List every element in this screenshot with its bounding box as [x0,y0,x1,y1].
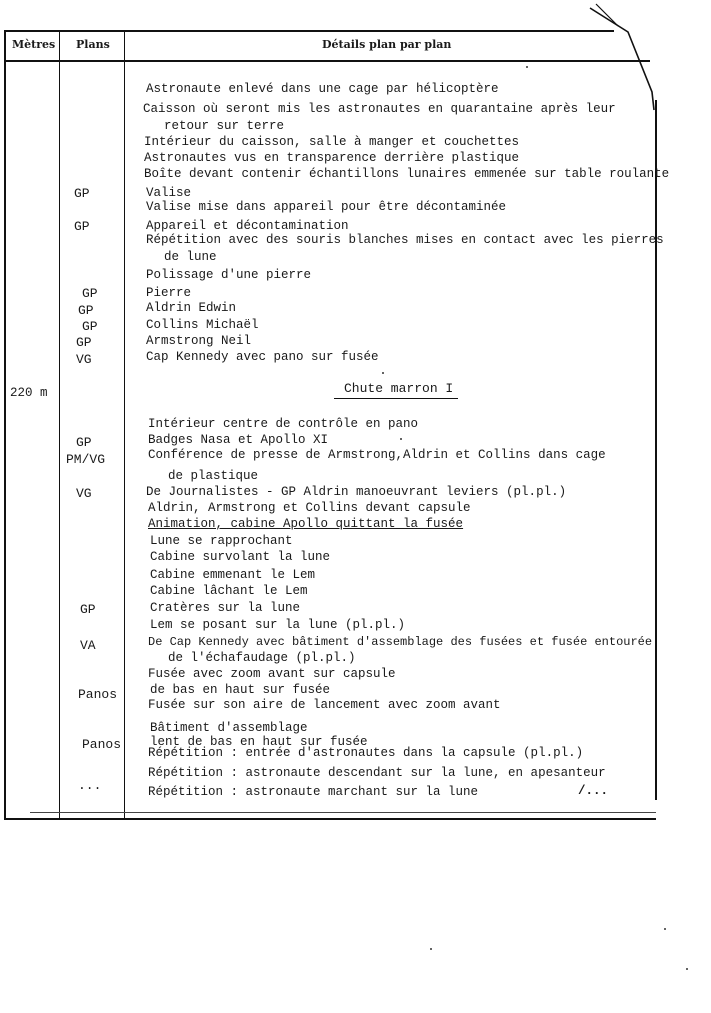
end-mark: /... [578,784,609,798]
detail-line: Badges Nasa et Apollo XI [148,433,329,447]
detail-line: Appareil et décontamination [146,219,349,233]
detail-line: Répétition avec des souris blanches mises en contact avec les pierres [146,233,664,247]
detail-line: Cabine emmenant le Lem [150,568,316,582]
scan-speck [526,66,528,68]
detail-line: Collins Michaël [146,318,259,332]
detail-line: Bâtiment d'assemblage [150,721,308,735]
plan-cell: GP [74,219,90,234]
plan-cell: GP [76,335,92,350]
plan-cell: GP [78,303,94,318]
plan-cell: VG [76,486,92,501]
plan-cell: Panos [78,687,118,702]
detail-line: Boîte devant contenir échantillons lunaires emmenée sur table roulante [144,167,670,181]
detail-line: Animation, cabine Apollo quittant la fusée [148,517,464,531]
detail-line: de lune [164,250,217,264]
detail-line: Caisson où seront mis les astronautes en quarantaine après leur [143,102,616,116]
detail-line: Répétition : astronaute marchant sur la lune [148,785,479,799]
detail-line: Polissage d'une pierre [146,268,312,282]
detail-line: Répétition : entrée d'astronautes dans la capsule (pl.pl.) [148,746,584,760]
detail-line: Intérieur centre de contrôle en pano [148,417,419,431]
detail-line: Cabine survolant la lune [150,550,331,564]
detail-line: de l'échafaudage (pl.pl.) [168,651,356,665]
plan-cell: VA [80,638,96,653]
col-divider-meters [59,30,60,818]
detail-line: Fusée sur son aire de lancement avec zoom avant [148,698,501,712]
detail-line: Répétition : astronaute descendant sur la lune, en apesanteur [148,766,606,780]
header-bottom-rule [4,60,650,62]
detail-line: Aldrin Edwin [146,301,237,315]
table-bottom-rule-2 [30,812,656,813]
page-corner-fold [588,2,658,112]
detail-line: Intérieur du caisson, salle à manger et couchettes [144,135,520,149]
plan-cell: GP [82,319,98,334]
detail-line: Valise mise dans appareil pour être décontaminée [146,200,507,214]
detail-line: lent de bas en haut sur fusée [150,735,368,749]
meter-mark: 220 m [10,386,48,400]
detail-line: Armstrong Neil [146,334,252,348]
detail-line: Pierre [146,286,192,300]
detail-line: de plastique [168,469,259,483]
detail-line: Valise [146,186,192,200]
section-title: Chute marron I [344,381,454,396]
plan-cell: GP [82,286,98,301]
detail-line: Fusée avec zoom avant sur capsule [148,667,396,681]
detail-line: Astronautes vus en transparence derrière plastique [144,151,520,165]
detail-line: Aldrin, Armstrong et Collins devant capsule [148,501,471,515]
detail-line: de bas en haut sur fusée [150,683,331,697]
plan-cell: GP [76,435,92,450]
header-meters: Mètres [12,38,56,51]
scan-speck [400,438,402,440]
detail-line: Conférence de presse de Armstrong,Aldrin et Collins dans cage [148,448,606,462]
col-divider-plans [124,30,125,818]
left-border [4,30,6,820]
scan-speck [430,948,432,950]
detail-line: retour sur terre [164,119,285,133]
scan-speck [686,968,688,970]
header-plans: Plans [76,38,110,51]
section-title-rule [334,398,458,399]
scan-speck [664,928,666,930]
detail-line: De Cap Kennedy avec bâtiment d'assemblage des fusées et fusée entourée [148,635,653,649]
header-details: Détails plan par plan [322,38,452,51]
detail-line: Lune se rapprochant [150,534,293,548]
detail-line: Lem se posant sur la lune (pl.pl.) [150,618,406,632]
plan-cell: GP [74,186,90,201]
detail-line: Cabine lâchant le Lem [150,584,308,598]
right-border [655,100,657,800]
plan-cell: GP [80,602,96,617]
detail-line: Cratères sur la lune [150,601,301,615]
table-bottom-rule [4,818,656,820]
scan-speck [382,372,384,374]
plan-cell: ... [78,778,102,793]
detail-line: De Journalistes - GP Aldrin manoeuvrant leviers (pl.pl.) [146,485,567,499]
detail-line: Astronaute enlevé dans une cage par hélicoptère [146,82,499,96]
plan-cell: Panos [82,737,122,752]
table-top-rule [4,30,614,32]
plan-cell: VG [76,352,92,367]
plan-cell: PM/VG [66,452,106,467]
detail-line: Cap Kennedy avec pano sur fusée [146,350,379,364]
